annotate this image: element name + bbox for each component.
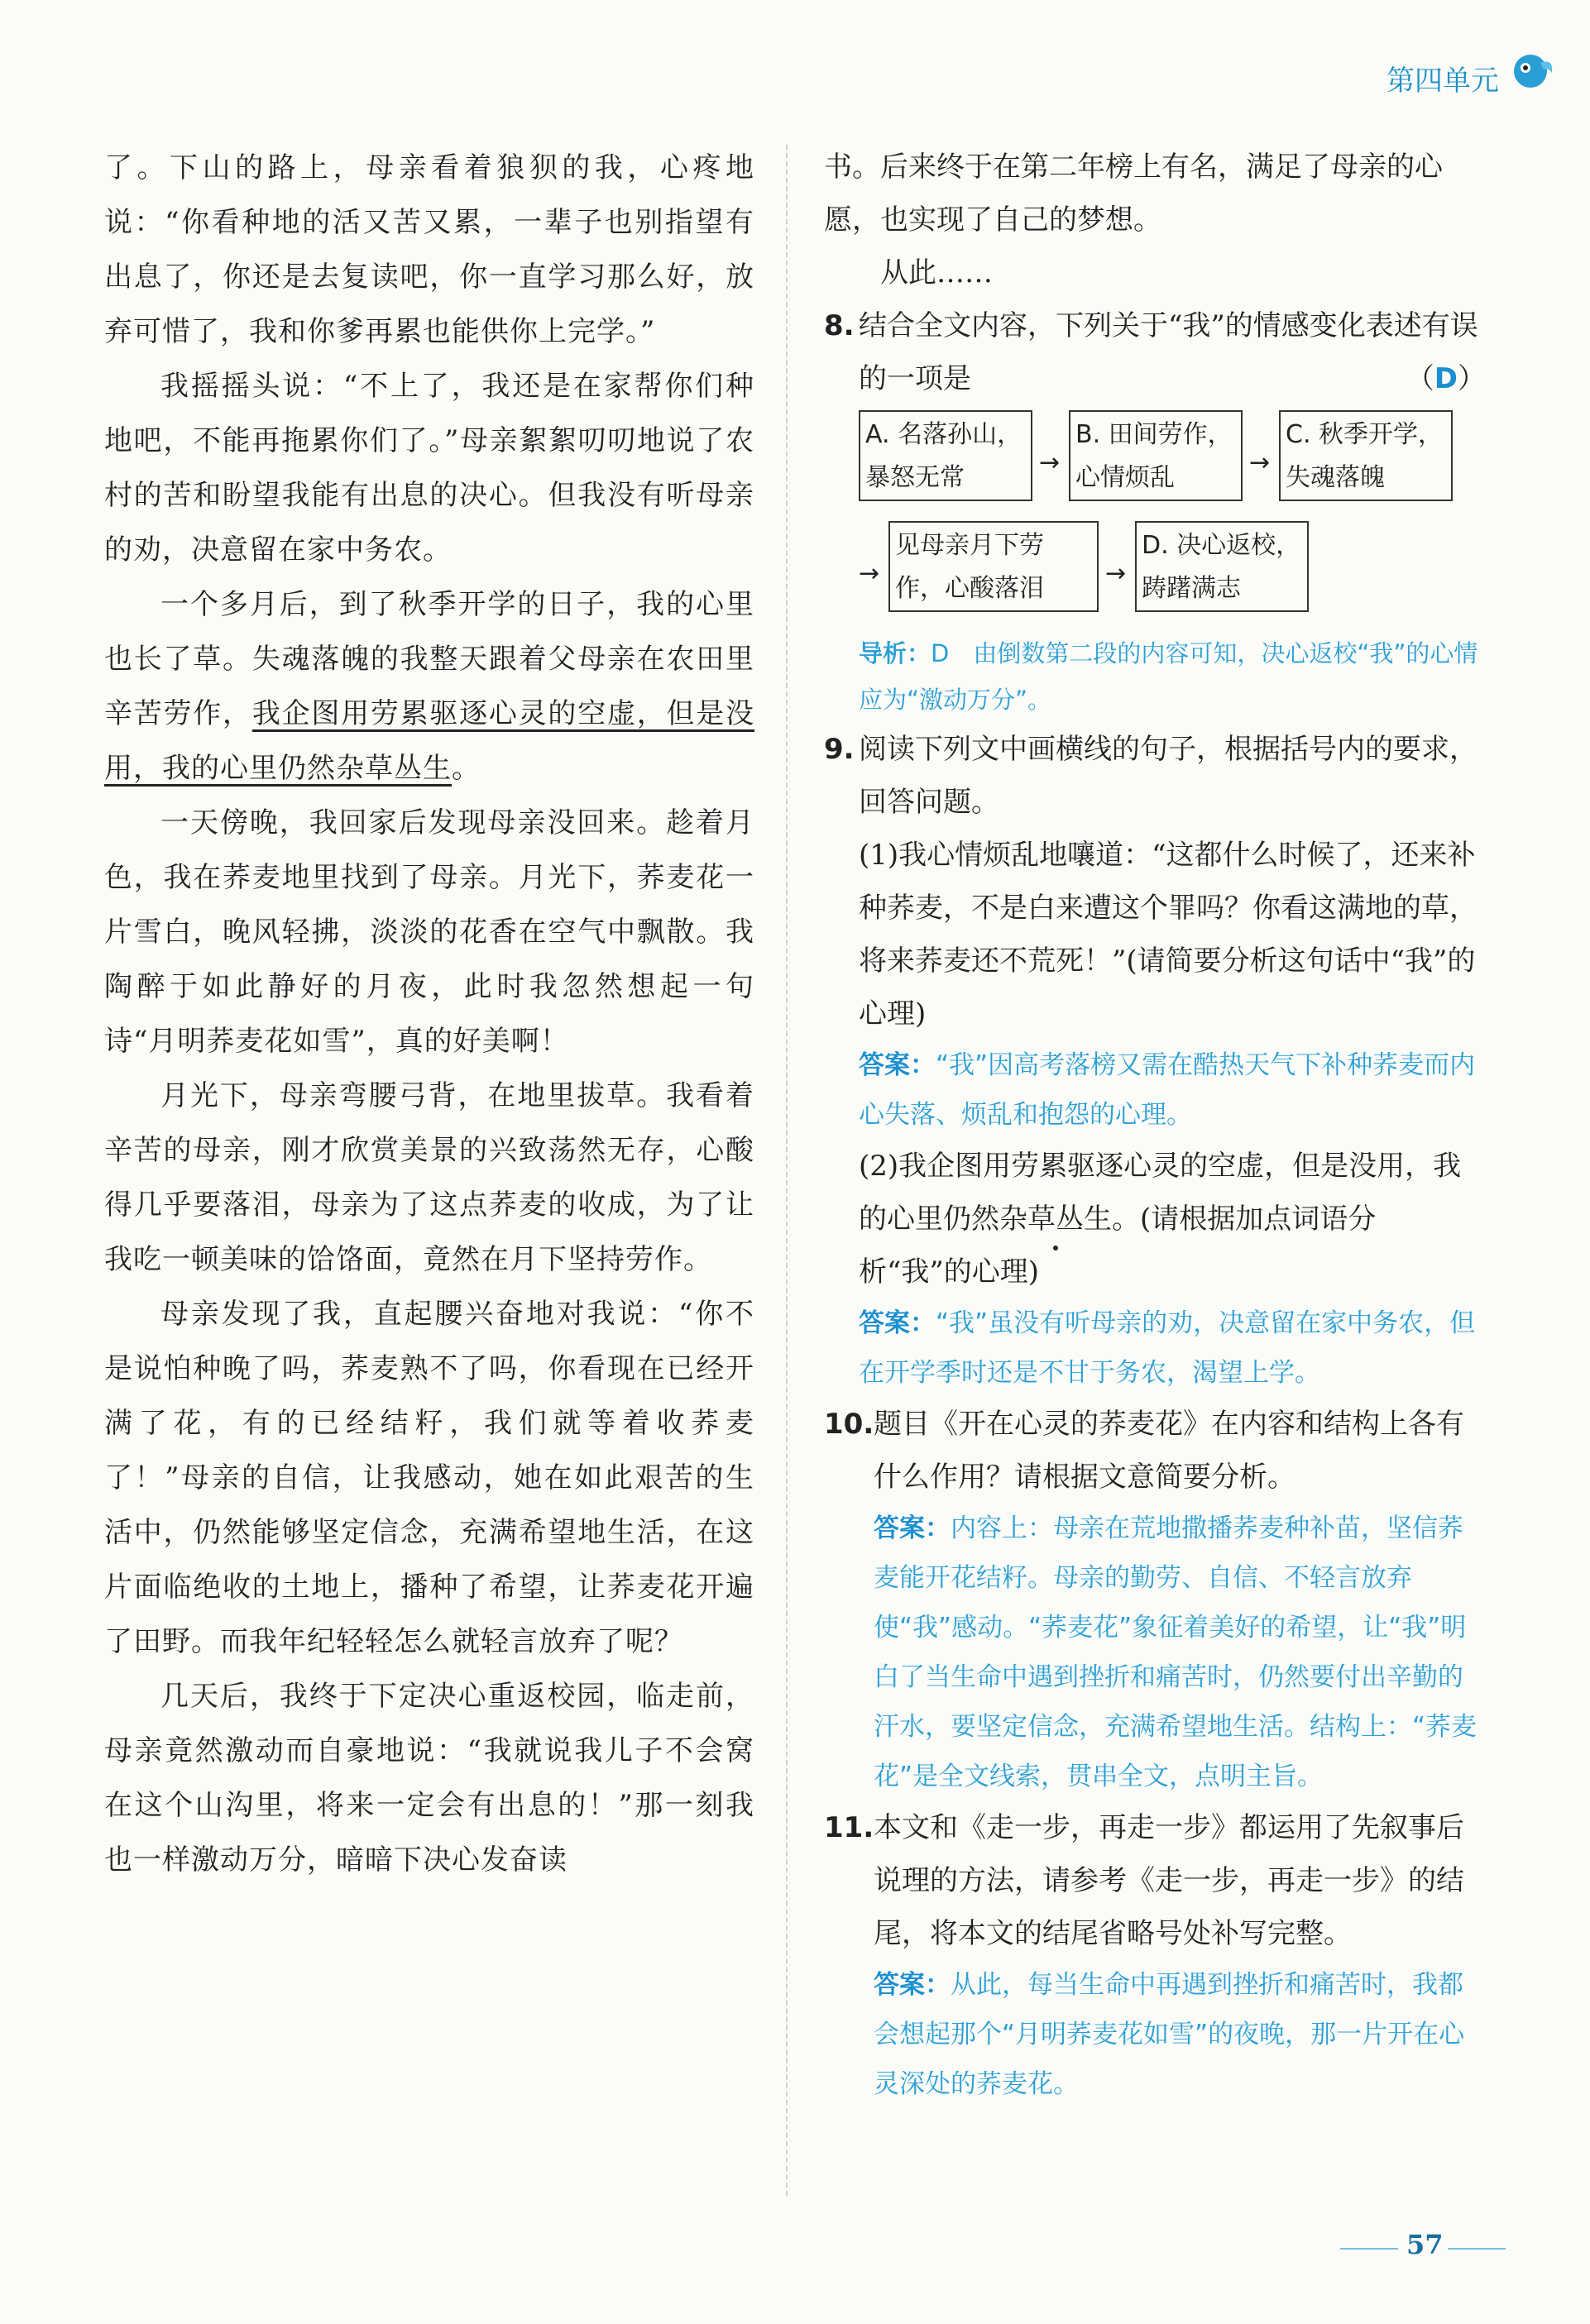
page-number-rule: [1448, 2248, 1506, 2250]
answer-tag: 答案：: [859, 1050, 936, 1080]
question-text: 阅读下列文中画横线的句子，根据括号内的要求，回答问题。: [859, 733, 1477, 819]
answer-text: “我”虽没有听母亲的劝，决意留在家中务农，但在开学季时还是不甘于务农，渴望上学。: [859, 1308, 1476, 1388]
question-text: 本文和《走一步，再走一步》都运用了先叙事后说理的方法，请参考《走一步，再走一步》的结尾，将本文的结尾省略号处补写完整。: [874, 1811, 1464, 1950]
article-paragraph: 了。下山的路上，母亲看着狼狈的我，心疼地说：“你看种地的活又苦又累，一辈子也别指望有出息了，你还是去复读吧，你一直学习那么好，放弃可惜了，我和你爹再累也能供你上完学。”: [104, 151, 754, 348]
emotion-flowchart: [859, 410, 1486, 622]
flow-box-middle: 见母亲月下劳作，心酸落泪: [888, 521, 1099, 612]
answer-9-1: [824, 1040, 1486, 1140]
subquestion-2: [824, 1140, 1486, 1298]
question-8: [824, 299, 1486, 405]
answer-tag: 答案：: [859, 1308, 936, 1338]
guide-tag: 导析：: [859, 639, 931, 667]
flow-arrow: →: [859, 559, 880, 588]
column-divider: [786, 145, 788, 2196]
flow-box-c: C. 秋季开学，失魂落魄: [1279, 410, 1453, 501]
guide-text: D 由倒数第二段的内容可知，决心返校“我”的心情应为“激动万分”。: [859, 639, 1478, 714]
answer-text: 从此，每当生命中再遇到挫折和痛苦时，我都会想起那个“月明荞麦花如雪”的夜晚，那一片开在心灵深处的荞麦花。: [874, 1970, 1465, 2099]
article-ellipsis: 从此……: [880, 256, 993, 289]
answer-9-2: [824, 1298, 1486, 1398]
question-text: 结合全文内容，下列关于“我”的情感变化表述有误的一项是: [859, 309, 1478, 395]
subquestion-1: (1)我心情烦乱地嚷道：“这都什么时候了，还来补种荞麦，不是白来遭这个罪吗？你看这满地的草，将来荞麦还不荒死！”(请简要分析这句话中“我”的心理): [859, 839, 1477, 1030]
article-continuation: 书。后来终于在第二年榜上有名，满足了母亲的心愿，也实现了自己的梦想。: [824, 151, 1443, 237]
flow-box-b: B. 田间劳作，心情烦乱: [1069, 410, 1243, 501]
article-left-column: [104, 141, 754, 1887]
page-number-rule: [1340, 2248, 1398, 2250]
bracket-close: ）: [1458, 362, 1486, 395]
answer-bracket: [1406, 352, 1486, 405]
question-number: 8.: [824, 309, 855, 342]
flow-arrow: →: [1249, 448, 1271, 477]
answer-text: “我”因高考落榜又需在酷热天气下补种荞麦而内心失落、烦乱和抱怨的心理。: [859, 1050, 1476, 1130]
answer-tag: 答案：: [874, 1513, 951, 1543]
emphasized-phrase: 杂草丛生: [999, 1193, 1112, 1246]
underlined-sentence: 我企图用劳累驱逐心灵的空虚，但是没用，我的心里仍然杂草丛生: [104, 697, 755, 785]
article-paragraph: 母亲发现了我，直起腰兴奋地对我说：“你不是说怕种晚了吗，荞麦熟不了吗，你看现在已经开满了花，有的已经结籽，我们就等着收荞麦了！”母亲的自信，让我感动，她在如此艰苦的生活中，仍然能够坚定信念，充满希望地生活，在这片面临绝收的土地上，播种了希望，让荞麦花开遍了田野。而我年纪轻轻怎么就轻言放弃了呢？: [104, 1298, 754, 1658]
flow-box-d: D. 决心返校，踌躇满志: [1135, 521, 1309, 612]
unit-label: 第四单元: [1386, 65, 1499, 98]
question-number: 9.: [824, 733, 855, 766]
questions-right-column: [824, 141, 1486, 2109]
answer-choice: D: [1434, 362, 1458, 395]
article-paragraph: 一天傍晚，我回家后发现母亲没回来。趁着月色，我在荞麦地里找到了母亲。月光下，荞麦花一片雪白，晚风轻拂，淡淡的花香在空气中飘散。我陶醉于如此静好的月夜，此时我忽然想起一句诗“月明荞麦花如雪”，真的好美啊！: [104, 806, 754, 1058]
answer-tag: 答案：: [874, 1970, 951, 2000]
article-paragraph: 月光下，母亲弯腰弓背，在地里拔草。我看着辛苦的母亲，刚才欣赏美景的兴致荡然无存，心酸得几乎要落泪，母亲为了这点荞麦的收成，为了让我吃一顿美味的饸饹面，竟然在月下坚持劳作。: [104, 1079, 754, 1276]
page-number: 57: [1406, 2229, 1444, 2260]
bracket-open: （: [1406, 362, 1434, 395]
question-number: 11.: [824, 1811, 874, 1844]
guide-analysis: [824, 630, 1486, 723]
question-number: 10.: [824, 1408, 874, 1441]
paragraph-text: 。: [452, 752, 481, 785]
question-9: [824, 723, 1486, 829]
question-10: [824, 1398, 1486, 1504]
answer-text: 内容上：母亲在荒地撒播荞麦种补苗，坚信荞麦能开花结籽。母亲的勤劳、自信、不轻言放弃使“我”感动。“荞麦花”象征着美好的希望，让“我”明白了当生命中遇到挫折和痛苦时，仍然要付出辛勤的汗水，要坚定信念，充满希望地生活。结构上：“荞麦花”是全文线索，贯串全文，点明主旨。: [874, 1513, 1477, 1791]
flow-box-a: A. 名落孙山，暴怒无常: [859, 410, 1032, 501]
dotted-words: [999, 1203, 1112, 1236]
mascot-icon: [1507, 46, 1557, 96]
question-text: 题目《开在心灵的荞麦花》在内容和结构上各有什么作用？请根据文意简要分析。: [874, 1408, 1464, 1494]
subquestion-text: (2)我企图用劳累驱逐心灵的空虚，但是没用，我的心里仍然: [859, 1150, 1462, 1236]
subquestion-text: 。(请根据加点词语分析“我”的心理): [859, 1203, 1377, 1289]
article-paragraph: [104, 577, 754, 796]
flow-arrow: →: [1039, 448, 1061, 477]
answer-11: [824, 1960, 1486, 2109]
question-11: [824, 1801, 1486, 1960]
article-paragraph: 我摇摇头说：“不上了，我还是在家帮你们种地吧，不能再拖累你们了。”母亲絮絮叨叨地说了农村的苦和盼望我能有出息的决心。但我没有听母亲的劝，决意留在家中务农。: [104, 370, 754, 567]
article-paragraph: 几天后，我终于下定决心重返校园，临走前，母亲竟然激动而自豪地说：“我就说我儿子不会窝在这个山沟里，将来一定会有出息的！”那一刻我也一样激动万分，暗暗下决心发奋读: [104, 1680, 754, 1877]
answer-10: [824, 1504, 1486, 1801]
flow-arrow: →: [1105, 559, 1127, 588]
paragraph-text: 一个多月后，到了秋季开学的日子，我的心里也长了草。失魂落魄的我整天跟着父母亲在农田里辛苦劳作，: [104, 588, 754, 730]
